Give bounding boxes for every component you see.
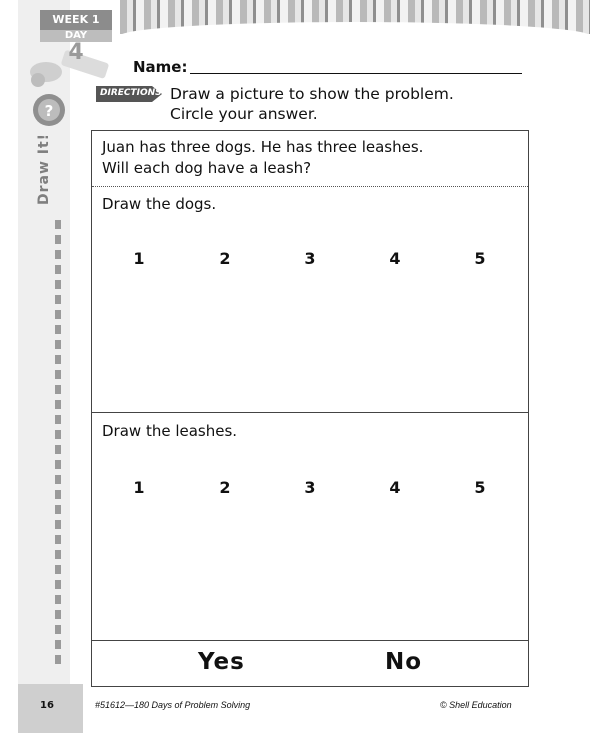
dogs-number-row [92,249,528,271]
directions-label: DIRECTIONS: [100,88,166,98]
name-label: Name: [133,58,188,76]
section-divider [92,412,528,413]
puzzle-question-icon [31,92,67,128]
day-tab: DAY [40,30,112,42]
page-number: 16 [40,700,54,711]
leashes-number-row [92,478,528,500]
dogs-number-5[interactable]: 5 [474,249,486,268]
sidebar-dashed-line [55,220,61,670]
directions-badge [96,84,166,104]
problem-line-2: Will each dog have a leash? [102,159,312,177]
leashes-number-5[interactable]: 5 [474,478,486,497]
problem-line-1: Juan has three dogs. He has three leashes. [102,138,424,156]
leashes-number-1[interactable]: 1 [133,478,145,497]
yes-answer[interactable]: Yes [198,649,245,675]
draw-leashes-title: Draw the leashes. [102,422,238,440]
problem-text [102,137,423,179]
draw-dogs-title: Draw the dogs. [102,195,217,213]
dogs-number-4[interactable]: 4 [389,249,401,268]
name-field[interactable] [190,73,522,74]
week-tab: WEEK 1 [40,10,112,30]
section-label: Draw It! [36,132,52,205]
dogs-number-1[interactable]: 1 [133,249,145,268]
dotted-divider [92,186,528,187]
directions-line-1: Draw a picture to show the problem. [170,85,454,103]
day-number: 4 [68,40,84,65]
leashes-number-2[interactable]: 2 [219,478,231,497]
footer-book-title: #51612—180 Days of Problem Solving [95,700,251,710]
leashes-number-3[interactable]: 3 [304,478,316,497]
footer-copyright: © Shell Education [440,700,512,710]
worksheet-box [91,130,529,687]
dogs-number-2[interactable]: 2 [219,249,231,268]
dogs-number-3[interactable]: 3 [304,249,316,268]
leashes-number-4[interactable]: 4 [389,478,401,497]
directions-line-2: Circle your answer. [170,105,318,123]
answer-row [92,641,528,686]
directions-text [170,84,454,124]
no-answer[interactable]: No [385,649,423,675]
badge-symbol: ? [44,102,54,120]
